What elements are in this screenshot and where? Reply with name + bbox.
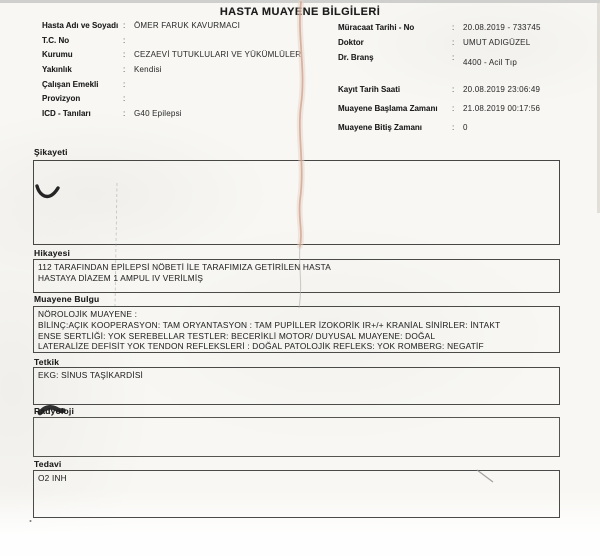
field-separator: : xyxy=(123,21,126,30)
field-value: 20.08.2019 - 733745 xyxy=(463,23,541,32)
section-label-tetkik: Tetkik xyxy=(34,357,60,367)
field-value: 0 xyxy=(463,122,468,132)
section-line: BİLİNÇ:AÇIK KOOPERASYON: TAM ORYANTASYON : TAM PUPİLLER İZOKORİK IR+/+ KRANİAL SİNİRLER: İNTAKT xyxy=(38,319,501,330)
field-row-icd-tanilari xyxy=(42,109,332,124)
field-row-doktor xyxy=(338,38,593,53)
field-label: Doktor xyxy=(338,38,364,48)
field-separator: : xyxy=(123,65,126,75)
field-row-muayene-bitis-zamani xyxy=(338,123,593,138)
field-label: Muayene Bitiş Zamanı xyxy=(338,122,423,132)
field-separator: : xyxy=(123,109,126,119)
section-line: HASTAYA DİAZEM 1 AMPUL IV VERİLMİŞ xyxy=(38,272,204,283)
section-label-radyoloji: Radyoloji xyxy=(34,406,75,416)
section-label-muayene-bulgu: Muayene Bulgu xyxy=(34,294,100,304)
section-box-hikayesi xyxy=(33,259,560,293)
field-row-muracaat-tarihi-no xyxy=(338,23,593,38)
visit-info-block xyxy=(338,23,593,138)
field-separator: : xyxy=(123,79,126,89)
field-label: Hasta Adı ve Soyadı xyxy=(42,21,119,30)
field-row-provizyon xyxy=(42,94,332,109)
field-row-dr-brans xyxy=(338,53,593,68)
section-box-muayene-bulgu xyxy=(33,306,560,353)
field-separator: : xyxy=(452,104,455,114)
section-line: 112 TARAFINDAN EPİLEPSİ NÖBETİ İLE TARAFIMIZA GETİRİLEN HASTA xyxy=(38,262,331,272)
field-value: 4400 - Acil Tıp xyxy=(463,58,517,68)
field-separator: : xyxy=(452,53,455,63)
field-label: T.C. No xyxy=(42,35,70,45)
field-separator: : xyxy=(123,94,126,104)
section-box-tetkik xyxy=(33,367,560,405)
patient-info-block xyxy=(42,21,332,124)
field-label: Müracaat Tarihi - No xyxy=(338,23,415,32)
field-row-kayit-tarih-saati xyxy=(338,85,593,100)
section-label-sikayeti: Şikayeti xyxy=(34,147,68,157)
field-label: Kayıt Tarih Saati xyxy=(338,84,401,94)
section-box-radyoloji xyxy=(33,417,560,457)
field-row-yakinlik xyxy=(42,65,332,80)
section-label-tedavi: Tedavi xyxy=(34,459,62,469)
field-row-muayene-baslama-zamani xyxy=(338,104,593,119)
field-label: Çalışan Emekli xyxy=(42,79,99,89)
field-label: Yakınlık xyxy=(42,65,72,75)
field-separator: : xyxy=(452,84,455,94)
scan-top-edge xyxy=(0,0,600,3)
section-label-hikayesi: Hikayesi xyxy=(34,248,71,258)
section-line: EKG: SİNUS TAŞİKARDİSİ xyxy=(38,370,144,380)
field-label: Dr. Branş xyxy=(338,53,374,63)
section-line: ENSE SERTLİĞİ: YOK SEREBELLAR TESTLER: BECERİKLİ MOTOR/ DUYUSAL MUAYENE: DOĞAL xyxy=(38,330,436,341)
section-line: O2 INH xyxy=(38,473,67,483)
field-value: ÖMER FARUK KAVURMACI xyxy=(134,21,241,30)
field-label: ICD - Tanıları xyxy=(42,109,91,119)
field-separator: : xyxy=(452,23,455,32)
field-separator: : xyxy=(123,35,126,45)
field-value: UMUT ADIGÜZEL xyxy=(463,38,531,48)
field-label: Provizyon xyxy=(42,94,81,104)
page-title: HASTA MUAYENE BİLGİLERİ xyxy=(219,6,381,18)
field-separator: : xyxy=(123,50,126,60)
field-label: Muayene Başlama Zamanı xyxy=(338,104,438,114)
ink-speck xyxy=(30,520,32,522)
field-value: 20.08.2019 23:06:49 xyxy=(463,84,541,94)
field-value: CEZAEVİ TUTUKLULARI VE YÜKÜMLÜLER xyxy=(134,50,302,60)
field-row-calisan-emekli xyxy=(42,80,332,95)
section-line: NÖROLOJİK MUAYENE : xyxy=(38,309,138,319)
field-row-kurumu xyxy=(42,50,332,65)
field-value: G40 Epilepsi xyxy=(134,109,182,119)
field-separator: : xyxy=(452,122,455,132)
field-row-tc-no xyxy=(42,36,332,51)
field-value: 21.08.2019 00:17:56 xyxy=(463,104,541,114)
section-box-tedavi xyxy=(33,470,560,518)
field-label: Kurumu xyxy=(42,50,73,60)
field-separator: : xyxy=(452,38,455,48)
field-row-hasta-adi-ve-soyadi xyxy=(42,21,332,36)
section-line: LATERALİZE DEFİSİT YOK TENDON REFLEKSLERİ : DOĞAL PATOLOJİK REFLEKS: YOK ROMBERG: NEGATİF xyxy=(38,341,484,352)
section-box-sikayeti xyxy=(33,160,560,245)
field-value: Kendisi xyxy=(134,65,162,75)
